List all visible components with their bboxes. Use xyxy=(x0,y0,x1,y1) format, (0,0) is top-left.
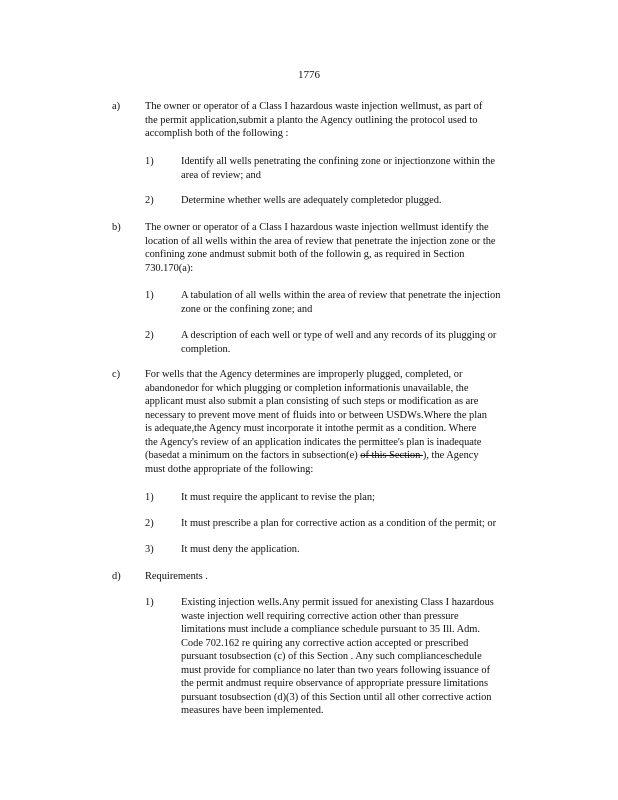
item-text xyxy=(181,517,550,531)
item-text xyxy=(181,491,550,505)
text-line: Existing injection wells.Any permit issued for anexisting Class I hazardous xyxy=(181,597,494,608)
text-line: The owner or operator of a Class I hazardous waste injection wellmust, as part of xyxy=(145,101,483,112)
text-line: the permit andmust require observance of appropriate pressure limitations xyxy=(181,678,489,689)
text-line: the Agency's review of an application indicates the permittee's plan is inadequate xyxy=(145,436,482,448)
text-line: pursuant tosubsection (d)(3) of this Section until all other corrective action xyxy=(181,691,492,703)
text-line: waste injection well requiring corrective action other than pressure xyxy=(181,610,459,622)
text-line: is adequate,the Agency must incorporate it intothe permit as a condition. Where xyxy=(145,423,477,434)
item-label: 1) xyxy=(145,156,154,167)
item-text xyxy=(181,543,550,557)
text-line: A description of each well or type of well and any records of its plugging or xyxy=(181,330,497,341)
text-line: necessary to prevent move ment of fluids into or between USDWs.Where the plan xyxy=(145,409,487,421)
item-label: 2) xyxy=(145,195,154,206)
text-line: Requirements . xyxy=(145,571,208,582)
text-line: The owner or operator of a Class I hazardous waste injection wellmust identify the xyxy=(145,222,489,233)
section-b-label: b) xyxy=(112,222,121,233)
text-line: A tabulation of all wells within the area of review that penetrate the injection xyxy=(181,290,501,301)
text-line xyxy=(145,449,550,463)
text-fragment: ), the Agency xyxy=(422,450,479,461)
text-line: It must prescribe a plan for corrective action as a condition of the permit; or xyxy=(181,518,497,529)
item-label: 1) xyxy=(145,290,154,301)
text-line: It must deny the application. xyxy=(181,544,300,555)
section-a-text xyxy=(145,100,550,141)
text-line: completion. xyxy=(181,343,231,355)
text-line: location of all wells within the area of review that penetrate the injection zone or the xyxy=(145,235,496,247)
text-line: Identify all wells penetrating the confining zone or injectionzone within the xyxy=(181,156,495,167)
text-line: the permit application,submit a planto the Agency outlining the protocol used to xyxy=(145,114,478,126)
item-label: 1) xyxy=(145,492,154,503)
text-line: accomplish both of the following : xyxy=(145,128,289,139)
text-fragment: (basedat a minimum on the factors in subsection(e) xyxy=(145,450,361,461)
text-line: must provide for compliance no later than two years following issuance of xyxy=(181,664,491,676)
item-text xyxy=(181,155,550,182)
text-line: 730.170(a): xyxy=(145,262,194,274)
item-label: 1) xyxy=(145,597,154,608)
item-label: 2) xyxy=(145,330,154,341)
text-line: confining zone andmust submit both of the followin g, as required in Section xyxy=(145,249,465,260)
text-line: Code 702.162 re quiring any corrective action accepted or prescribed xyxy=(181,637,469,649)
text-line: For wells that the Agency determines are improperly plugged, completed, or xyxy=(145,369,463,380)
page-number: 1776 xyxy=(298,69,320,81)
section-d-label: d) xyxy=(112,571,121,582)
text-line: limitations must include a compliance schedule pursuant to 35 Ill. Adm. xyxy=(181,624,480,635)
section-c-label: c) xyxy=(112,369,121,380)
section-c-text xyxy=(145,368,550,476)
struck-text: of this Section xyxy=(360,450,423,461)
text-line: measures have been implemented. xyxy=(181,705,324,716)
item-label: 3) xyxy=(145,544,154,555)
section-b-text xyxy=(145,221,550,275)
section-d-text xyxy=(145,570,550,584)
text-line: pursuant tosubsection (c) of this Section . Any such complianceschedule xyxy=(181,651,482,662)
item-text xyxy=(181,289,550,316)
text-line: area of review; and xyxy=(181,169,261,181)
text-line: abandonedor for which plugging or completion informationis unavailable, the xyxy=(145,382,469,394)
item-text xyxy=(181,194,550,208)
text-line: applicant must also submit a plan consisting of such steps or modification as are xyxy=(145,396,479,407)
item-label: 2) xyxy=(145,518,154,529)
text-line: It must require the applicant to revise the plan; xyxy=(181,492,375,503)
text-line: must dothe appropriate of the following: xyxy=(145,463,314,475)
item-text xyxy=(181,329,550,356)
section-a-label: a) xyxy=(112,101,121,112)
text-line: Determine whether wells are adequately completedor plugged. xyxy=(181,195,442,206)
text-line: zone or the confining zone; and xyxy=(181,303,313,315)
item-text xyxy=(181,596,550,718)
